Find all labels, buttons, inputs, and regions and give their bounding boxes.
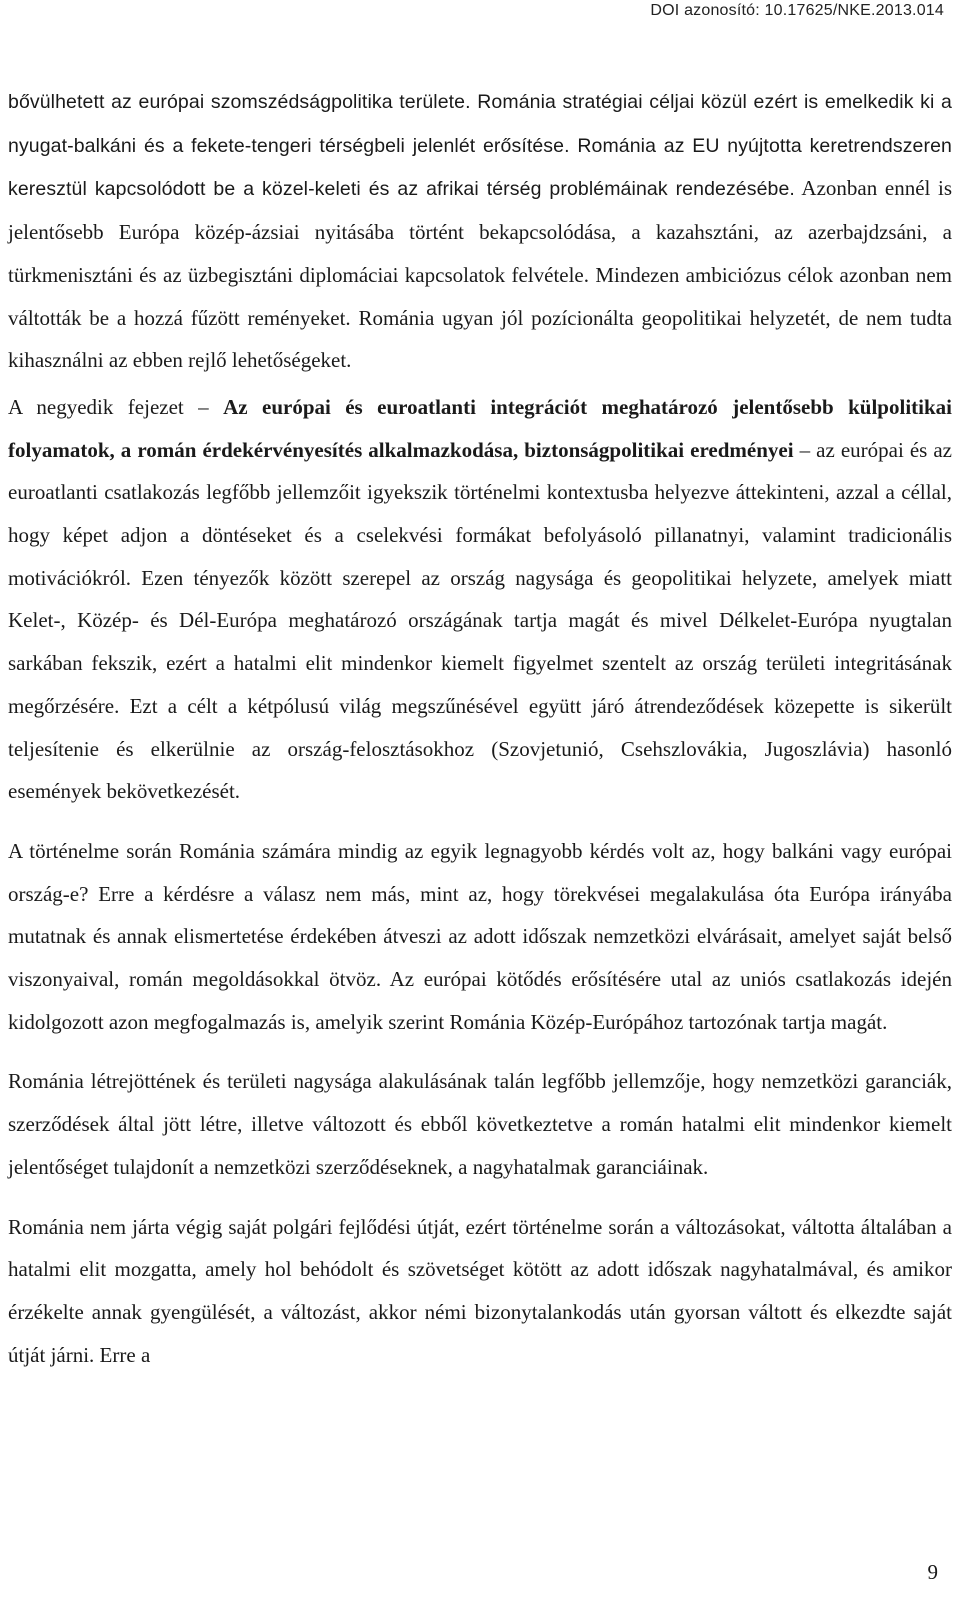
paragraph-civil-development: Románia nem járta végig saját polgári fejlődési útját, ezért történelme során a változásokat, váltotta általában a hatalmi elit mozgatta, amely hol behódolt és szövetséget kötött az adott időszak nagyhatalmával, és amikor érzékelte annak gyengülését, a változást, akkor némi bizonytalankodás után gyorsan váltott és elkezdte saját útját járni. Erre a [8, 1214, 952, 1367]
chapter-title: Az európai és euroatlanti integrációt meghatározó jelentősebb külpolitikai folyamatok, a román érdekérvényesítés alkalmazkodása, biztonságpolitikai eredményei [8, 394, 952, 462]
paragraph-continuation [8, 80, 952, 382]
page-number: 9 [927, 1560, 938, 1584]
paragraph-text: Azonban ennél is jelentősebb Európa közép-ázsiai nyitásába történt bekapcsolódása, a kazahsztáni, az azerbajdzsáni, a türkmenisztáni és az üzbegisztáni diplomáciai kapcsolatok felvétele. Mindezen ambiciózus célok azonban nem váltották be a hozzá fűzött reményeket. Románia ugyan jól pozícionálta geopolitikai helyzetét, de nem tudta kihasználni az ebben rejlő lehetőségeket. [8, 176, 952, 373]
chapter-description: – az európai és az euroatlanti csatlakozás legfőbb jellemzőit igyekszik történelmi kontextusba helyezve áttekinteni, azzal a céllal, hogy képet adjon a döntéseket és a cselekvési formákat befolyásoló pillanatnyi, valamint tradicionális motivációkról. Ezen tényezők között szerepel az ország nagysága és geopolitikai helyzete, amelyek miatt Kelet-, Közép- és Dél-Európa meghatározó országának tartja magát és mivel Délkelet-Európa nyugtalan sarkában fekszik, ezért a hatalmi elit mindenkor kiemelt figyelmet szentelt az ország területi integritásának megőrzésére. Ezt a célt a kétpólusú világ megszűnésével együtt járó átrendeződések közepette is sikerült teljesítenie és elkerülnie az ország-felosztásokhoz (Szovjetunió, Csehszlovákia, Jugoszlávia) hasonló események bekövetkezését. [8, 437, 953, 804]
paragraph-text-sans: bővülhetett az európai szomszédságpolitika területe. Románia stratégiai céljai közül ezért is emelkedik ki a nyugat-balkáni és a fekete-tengeri térségbeli jelenlét erősítése. Románia az EU nyújtotta keretrendszeren keresztül kapcsolódott be a közel-keleti és az afrikai térség problémáinak rendezésébe. [8, 91, 952, 201]
paragraph-chapter-four [8, 386, 952, 813]
chapter-intro: A negyedik fejezet – [8, 394, 224, 419]
paragraph-balkan-or-european: A történelme során Románia számára mindig az egyik legnagyobb kérdés volt az, hogy balkáni vagy európai ország-e? Erre a kérdésre a válasz nem más, mint az, hogy törekvései megalakulása óta Európa irányába mutatnak és annak elismertetése érdekében átveszi az adott időszak nemzetközi elvárásait, amelyet saját belső viszonyaival, román megoldásokkal ötvöz. Az európai kötődés erősítésére utal az uniós csatlakozás idején kidolgozott azon megfogalmazás is, amelyik szerint Románia Közép-Európához tartozónak tartja magát. [8, 838, 952, 1034]
document-body [8, 80, 952, 1393]
doi-identifier: DOI azonosító: 10.17625/NKE.2013.014 [650, 2, 944, 19]
paragraph-international-guarantees: Románia létrejöttének és területi nagysága alakulásának talán legfőbb jellemzője, hogy nemzetközi garanciák, szerződések által jött létre, illetve változott és ebből következtetve a román hatalmi elit mindenkor kiemelt jelentőséget tulajdonít a nemzetközi szerződéseknek, a nagyhatalmak garanciáinak. [8, 1069, 952, 1179]
